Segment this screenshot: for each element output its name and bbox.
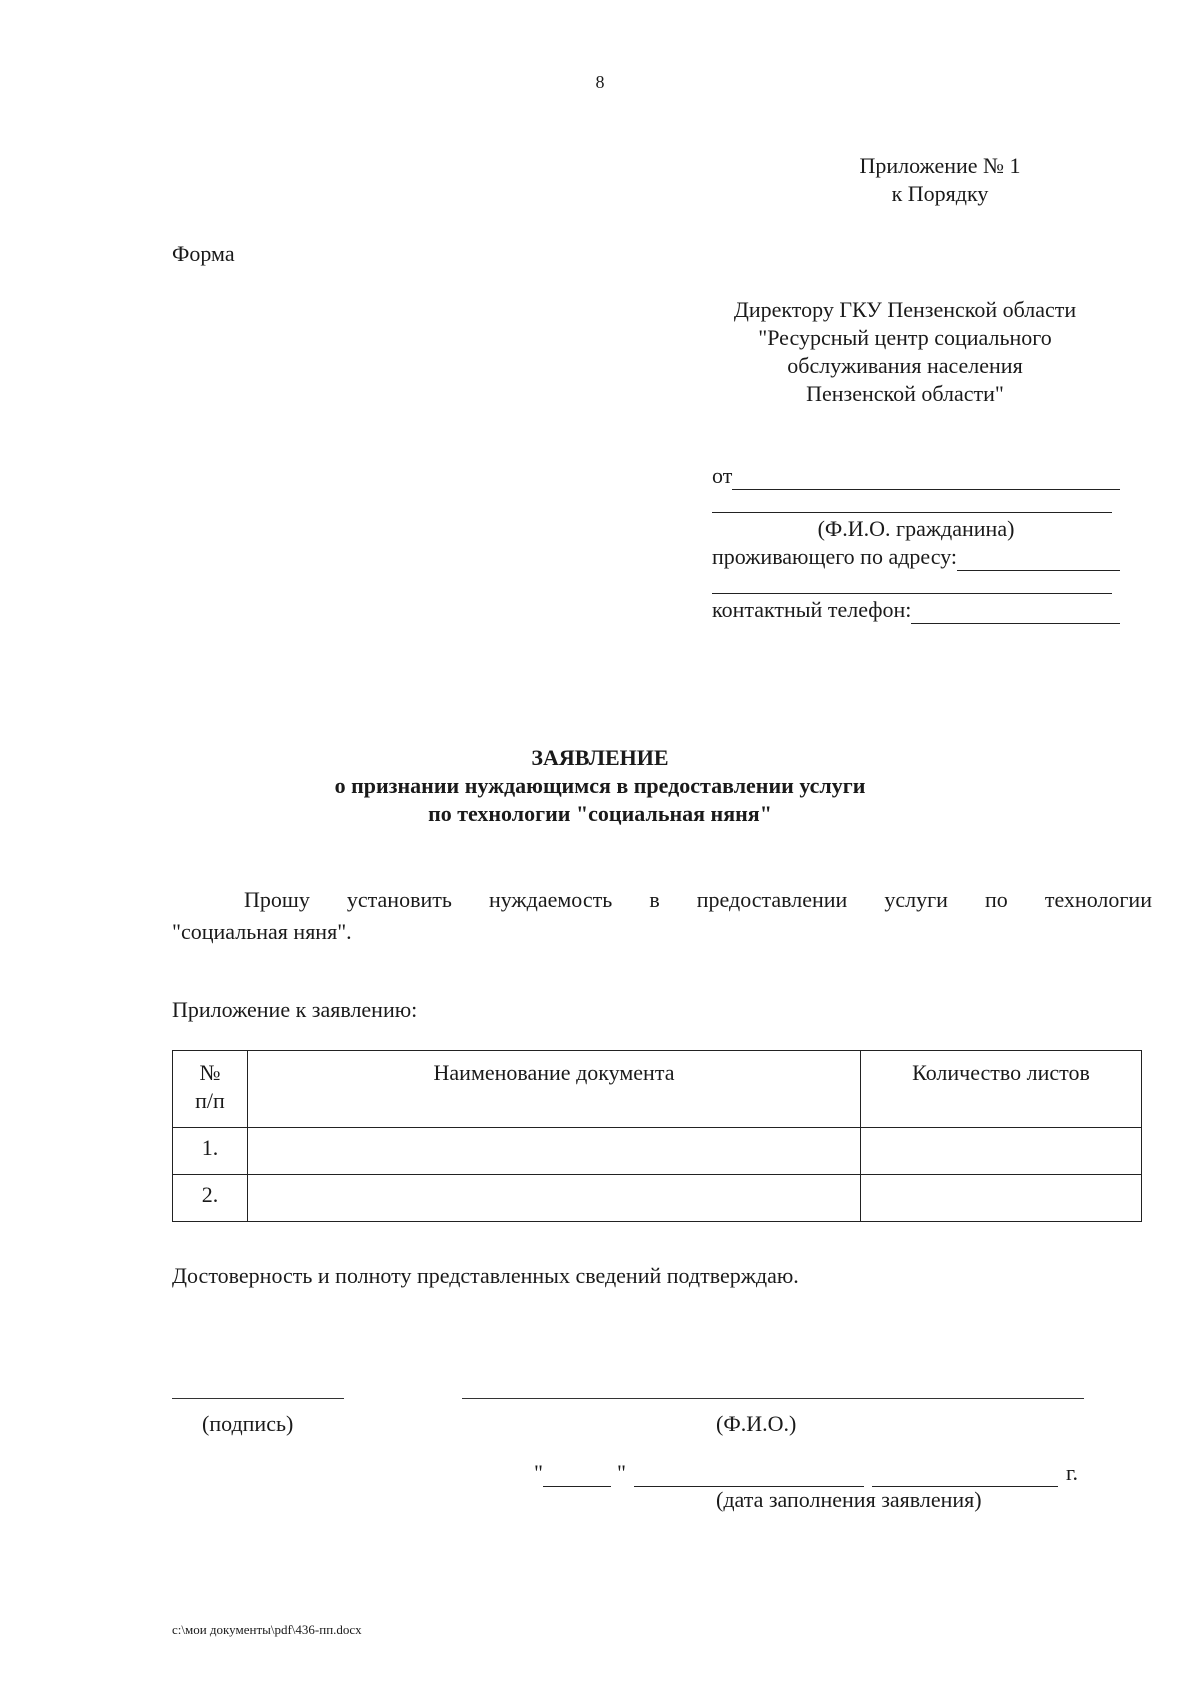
attachments-table [172,1050,1142,1222]
request-word: предоставлении [696,887,848,912]
date-year-suffix: г. [1065,1460,1079,1485]
applicant-name-field[interactable] [732,471,1120,490]
row-number: 1. [173,1128,248,1175]
phone-field[interactable] [911,605,1120,624]
date-quote-open: " [534,1460,543,1485]
table-row [173,1175,1142,1222]
appendix-block [820,152,1060,208]
request-word: по [985,887,1008,912]
table-row [173,1128,1142,1175]
signer-name-caption: (Ф.И.О.) [716,1411,797,1436]
addressee-line: "Ресурсный центр социального [758,325,1052,350]
column-header-document-name: Наименование документа [248,1051,861,1128]
confirmation-statement: Достоверность и полноту представленных сведений подтверждаю. [172,1263,799,1288]
date-quote-close: " [616,1460,626,1485]
document-name-cell[interactable] [248,1128,861,1175]
signature-field[interactable] [172,1388,344,1399]
attachment-label: Приложение к заявлению: [172,997,418,1022]
appendix-reference: к Порядку [891,181,989,206]
request-word: Прошу [244,887,310,912]
date-year-field[interactable] [872,1468,1058,1487]
from-label: от [712,463,733,488]
applicant-block [712,462,1120,624]
date-month-field[interactable] [634,1468,864,1487]
phone-row [712,596,1120,624]
request-word: услуги [884,887,948,912]
column-header-number [173,1051,248,1128]
row-number: 2. [173,1175,248,1222]
date-day-field[interactable] [543,1468,611,1487]
page-count-cell[interactable] [861,1128,1142,1175]
request-paragraph [172,884,1152,948]
page-count-cell[interactable] [861,1175,1142,1222]
request-word: установить [346,887,452,912]
applicant-name-field-continued[interactable] [712,492,1112,513]
from-row [712,462,1120,490]
header-text: № [199,1060,221,1085]
signature-caption: (подпись) [202,1411,294,1436]
title-line: по технологии "социальная няня" [428,801,772,826]
request-line: "социальная няня". [172,919,352,944]
title-line: ЗАЯВЛЕНИЕ [531,745,669,770]
addressee-line: Директору ГКУ Пензенской области [733,297,1077,322]
request-word: нуждаемость [488,887,613,912]
address-field-continued[interactable] [712,573,1112,594]
phone-label: контактный телефон: [712,597,912,622]
request-line [172,884,1152,916]
addressee-line: Пензенской области" [806,381,1004,406]
request-word: технологии [1044,887,1152,912]
form-label: Форма [172,241,235,266]
header-text: п/п [195,1088,225,1113]
page-number: 8 [595,72,605,92]
title-line: о признании нуждающимся в предоставлении услуги [334,773,866,798]
addressee-block [700,296,1110,408]
table-header-row [173,1051,1142,1128]
column-header-page-count: Количество листов [861,1051,1142,1128]
date-row [534,1459,1078,1487]
date-caption: (дата заполнения заявления) [716,1487,982,1512]
footer-file-path: c:\мои документы\pdf\436-пп.docx [172,1622,362,1637]
address-field[interactable] [957,552,1120,571]
addressee-line: обслуживания населения [787,353,1023,378]
address-label: проживающего по адресу: [712,544,958,569]
document-name-cell[interactable] [248,1175,861,1222]
signer-name-field[interactable] [462,1388,1084,1399]
appendix-number: Приложение № 1 [859,153,1021,178]
document-title [180,744,1020,828]
applicant-fio-caption: (Ф.И.О. гражданина) [817,516,1015,541]
address-row [712,543,1120,571]
request-word: в [649,887,660,912]
